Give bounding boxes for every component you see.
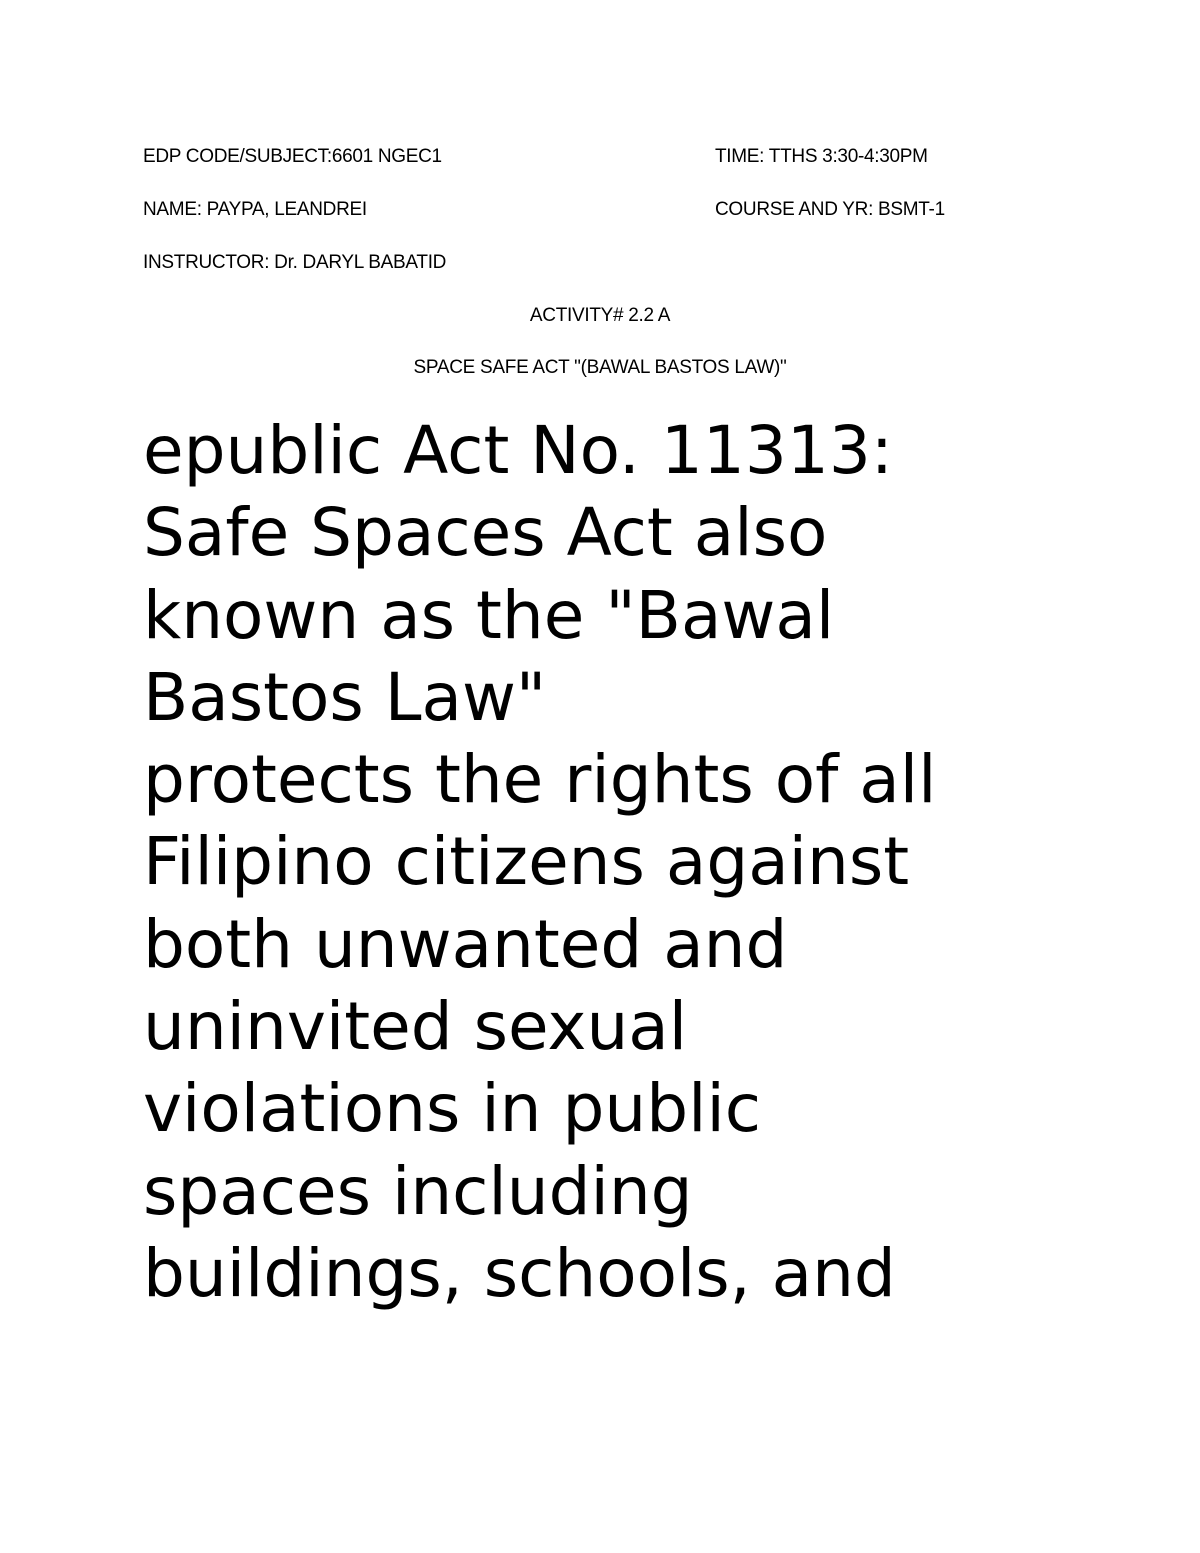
body-line: epublic Act No. 11313: — [143, 412, 894, 489]
body-line: both unwanted and — [143, 905, 788, 983]
activity-title: SPACE SAFE ACT "(BAWAL BASTOS LAW)" — [413, 357, 787, 378]
activity-number: ACTIVITY# 2.2 A — [529, 305, 671, 326]
body-text — [143, 410, 1143, 1315]
course-and-year: COURSE AND YR: BSMT-1 — [715, 199, 945, 220]
body-line: violations in public — [143, 1070, 762, 1148]
class-time: TIME: TTHS 3:30-4:30PM — [715, 146, 928, 167]
body-line: spaces including — [143, 1152, 693, 1230]
body-line: uninvited sexual — [143, 988, 688, 1066]
body-line: Safe Spaces Act also — [143, 494, 828, 572]
student-name: NAME: PAYPA, LEANDREI — [143, 199, 367, 220]
body-line: known as the "Bawal — [143, 576, 835, 654]
body-line: buildings, schools, and — [143, 1234, 896, 1312]
instructor-name: INSTRUCTOR: Dr. DARYL BABATID — [143, 252, 447, 273]
edp-code-subject: EDP CODE/SUBJECT:6601 NGEC1 — [143, 146, 442, 167]
body-line: protects the rights of all — [143, 741, 937, 819]
body-line: Bastos Law" — [143, 658, 547, 736]
body-line: Filipino citizens against — [143, 823, 910, 901]
